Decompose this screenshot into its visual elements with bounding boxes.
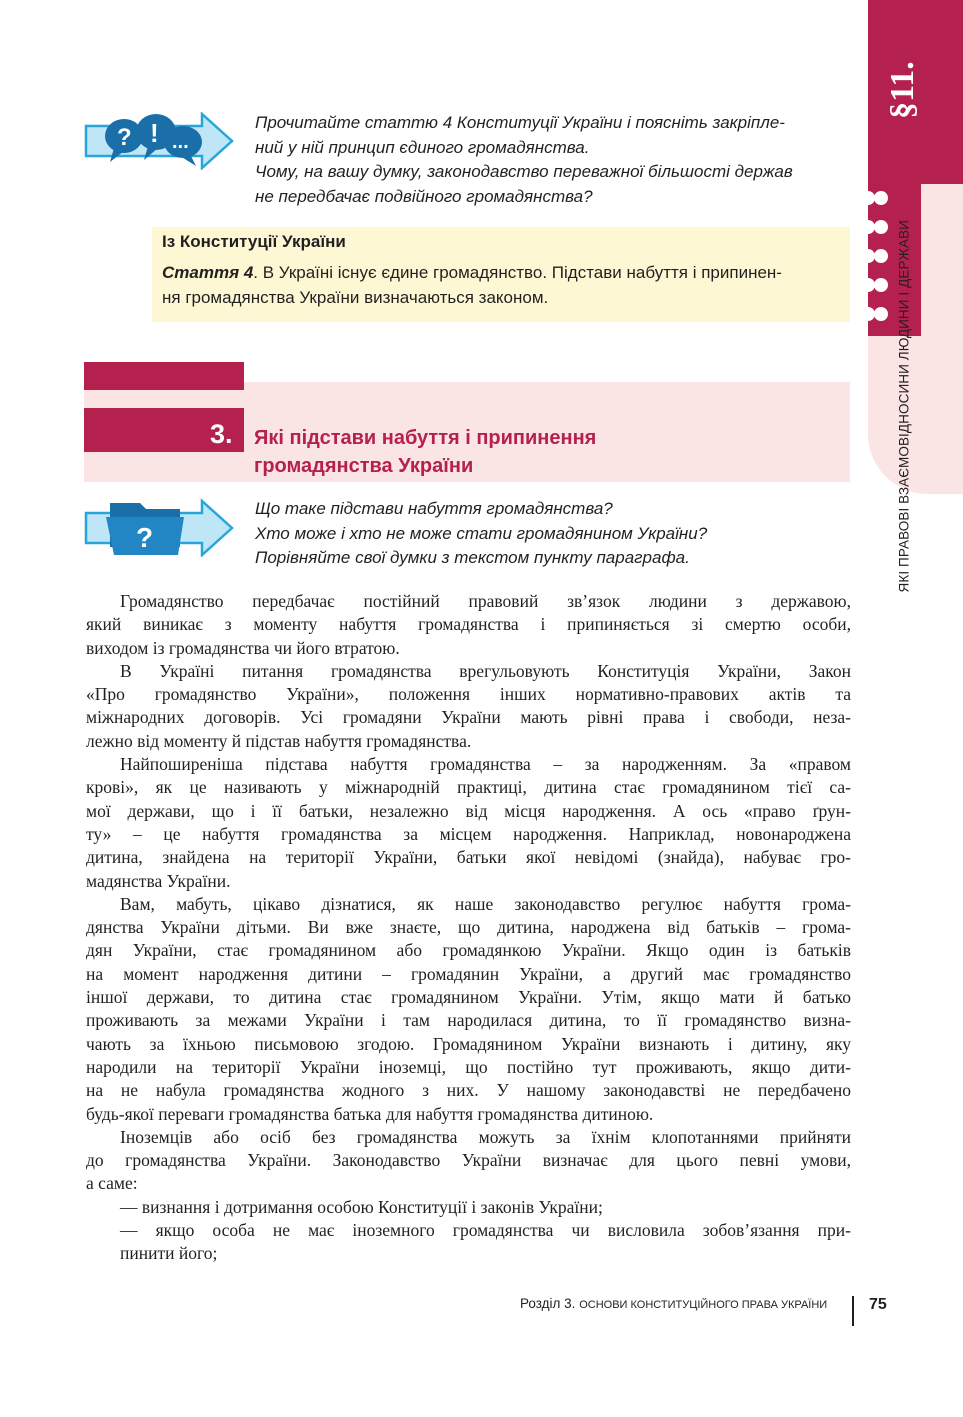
constitution-title: Із Конституції України xyxy=(162,232,346,251)
question-prompt-2: Що таке підстави набуття громадянства? Хто може і хто не може стати громадянином України? Порівняйте свої думки з текстом пункту параграфа. xyxy=(255,499,708,567)
paragraph-4: Вам, мабуть, цікаво дізнатися, як наше законодавство регулює набуття грома- дянства України дітьми. Ви вже знаєте, що дитина, народжена від батьків – грома- дян України, стає громадянином або громадянкою України. Якщо один із батьків на момент народження дитини – громадянин України, а другий має громадянство іншої держави, то дитина стає громадянином України. Утім, якщо мати й батько проживають за межами України і там народилася дитина, то її громадянство визна- чають за їхньою письмовою згодою. Громадянином України визнають і дитину, яку народили на території України іноземці, що постійно тут проживають, якщо дити- на не набула громадянства жодного з них. У нашому законодавстві не передбачено будь-якої переваги громадянства батька для набуття громадянства дитиною. xyxy=(86,893,851,1124)
svg-text:?: ? xyxy=(136,522,154,553)
paragraph-1: Громадянство передбачає постійний правовий зв’язок людини з державою, який виникає з моменту набуття громадянства і припиняється зі смертю особи, виходом із громадянства чи його втратою. xyxy=(86,591,851,658)
list-item-2: — якщо особа не має іноземного громадянства чи висловила зобов’язання при- пинити його; xyxy=(120,1220,851,1264)
body-text xyxy=(86,590,851,1266)
question-prompt-1: Прочитайте статтю 4 Конституції України і поясніть закріпле- ний у ній принцип єдиного громадянства. Чому, на вашу думку, законодавство переважної більшості держав не передбачає подвійного громадянства? xyxy=(255,113,793,206)
article-label: Стаття 4 xyxy=(162,263,254,282)
paragraph-2: В Україні питання громадянства врегульовують Конституція України, Закон «Про громадянство України», положення інших нормативно-правових актів та міжнародних договорів. Усі громадяни України мають рівні права і свободи, неза- лежно від моменту й підстав набуття громадянства. xyxy=(86,660,851,751)
section-number: §11. xyxy=(884,61,921,119)
svg-text:!: ! xyxy=(150,118,159,148)
svg-text:?: ? xyxy=(117,124,132,151)
folder-question-icon xyxy=(84,497,234,557)
heading-number: 3. xyxy=(210,419,233,449)
heading-title: Які підстави набуття і припинення громадянства України xyxy=(254,427,597,477)
constitution-article: Стаття 4. В Україні існує єдине громадянство. Підстави набуття і припинен- ня громадянства України визначаються законом. xyxy=(162,263,782,307)
paragraph-3: Найпоширеніша підстава набуття громадянства – за народженням. За «правом крові», як це називають у міжнародній практиці, дитина стає громадянином тієї са- мої держави, що і її батьки, незалежно від місця народження. А ось «право ґрун- ту» – це набуття громадянства за місцем народження. Наприклад, новонароджена дитина, знайдена на території України, батьки якої невідомі (знайда), набуває гро- мадянства України. xyxy=(86,754,851,891)
page-number: 75 xyxy=(869,1296,887,1313)
footer-divider xyxy=(852,1296,854,1326)
running-title: ЯКІ ПРАВОВІ ВЗАЄМОВІДНОСИНИ ЛЮДИНИ І ДЕРЖАВИ xyxy=(896,220,912,593)
footer-section: Розділ 3. ОСНОВИ КОНСТИТУЦІЙНОГО ПРАВА УКРАЇНИ xyxy=(520,1296,828,1311)
speech-bubbles-icon xyxy=(84,112,234,170)
side-band-curve xyxy=(921,184,963,494)
svg-text:...: ... xyxy=(172,131,189,153)
list-item-1: — визнання і дотримання особою Конституції і законів України; xyxy=(120,1196,603,1217)
paragraph-5: Іноземців або осіб без громадянства можуть за їхнім клопотаннями прийняти до громадянства України. Законодавство України визначає для цього певні умови, а саме: xyxy=(86,1126,851,1194)
heading-scallop xyxy=(84,382,244,396)
